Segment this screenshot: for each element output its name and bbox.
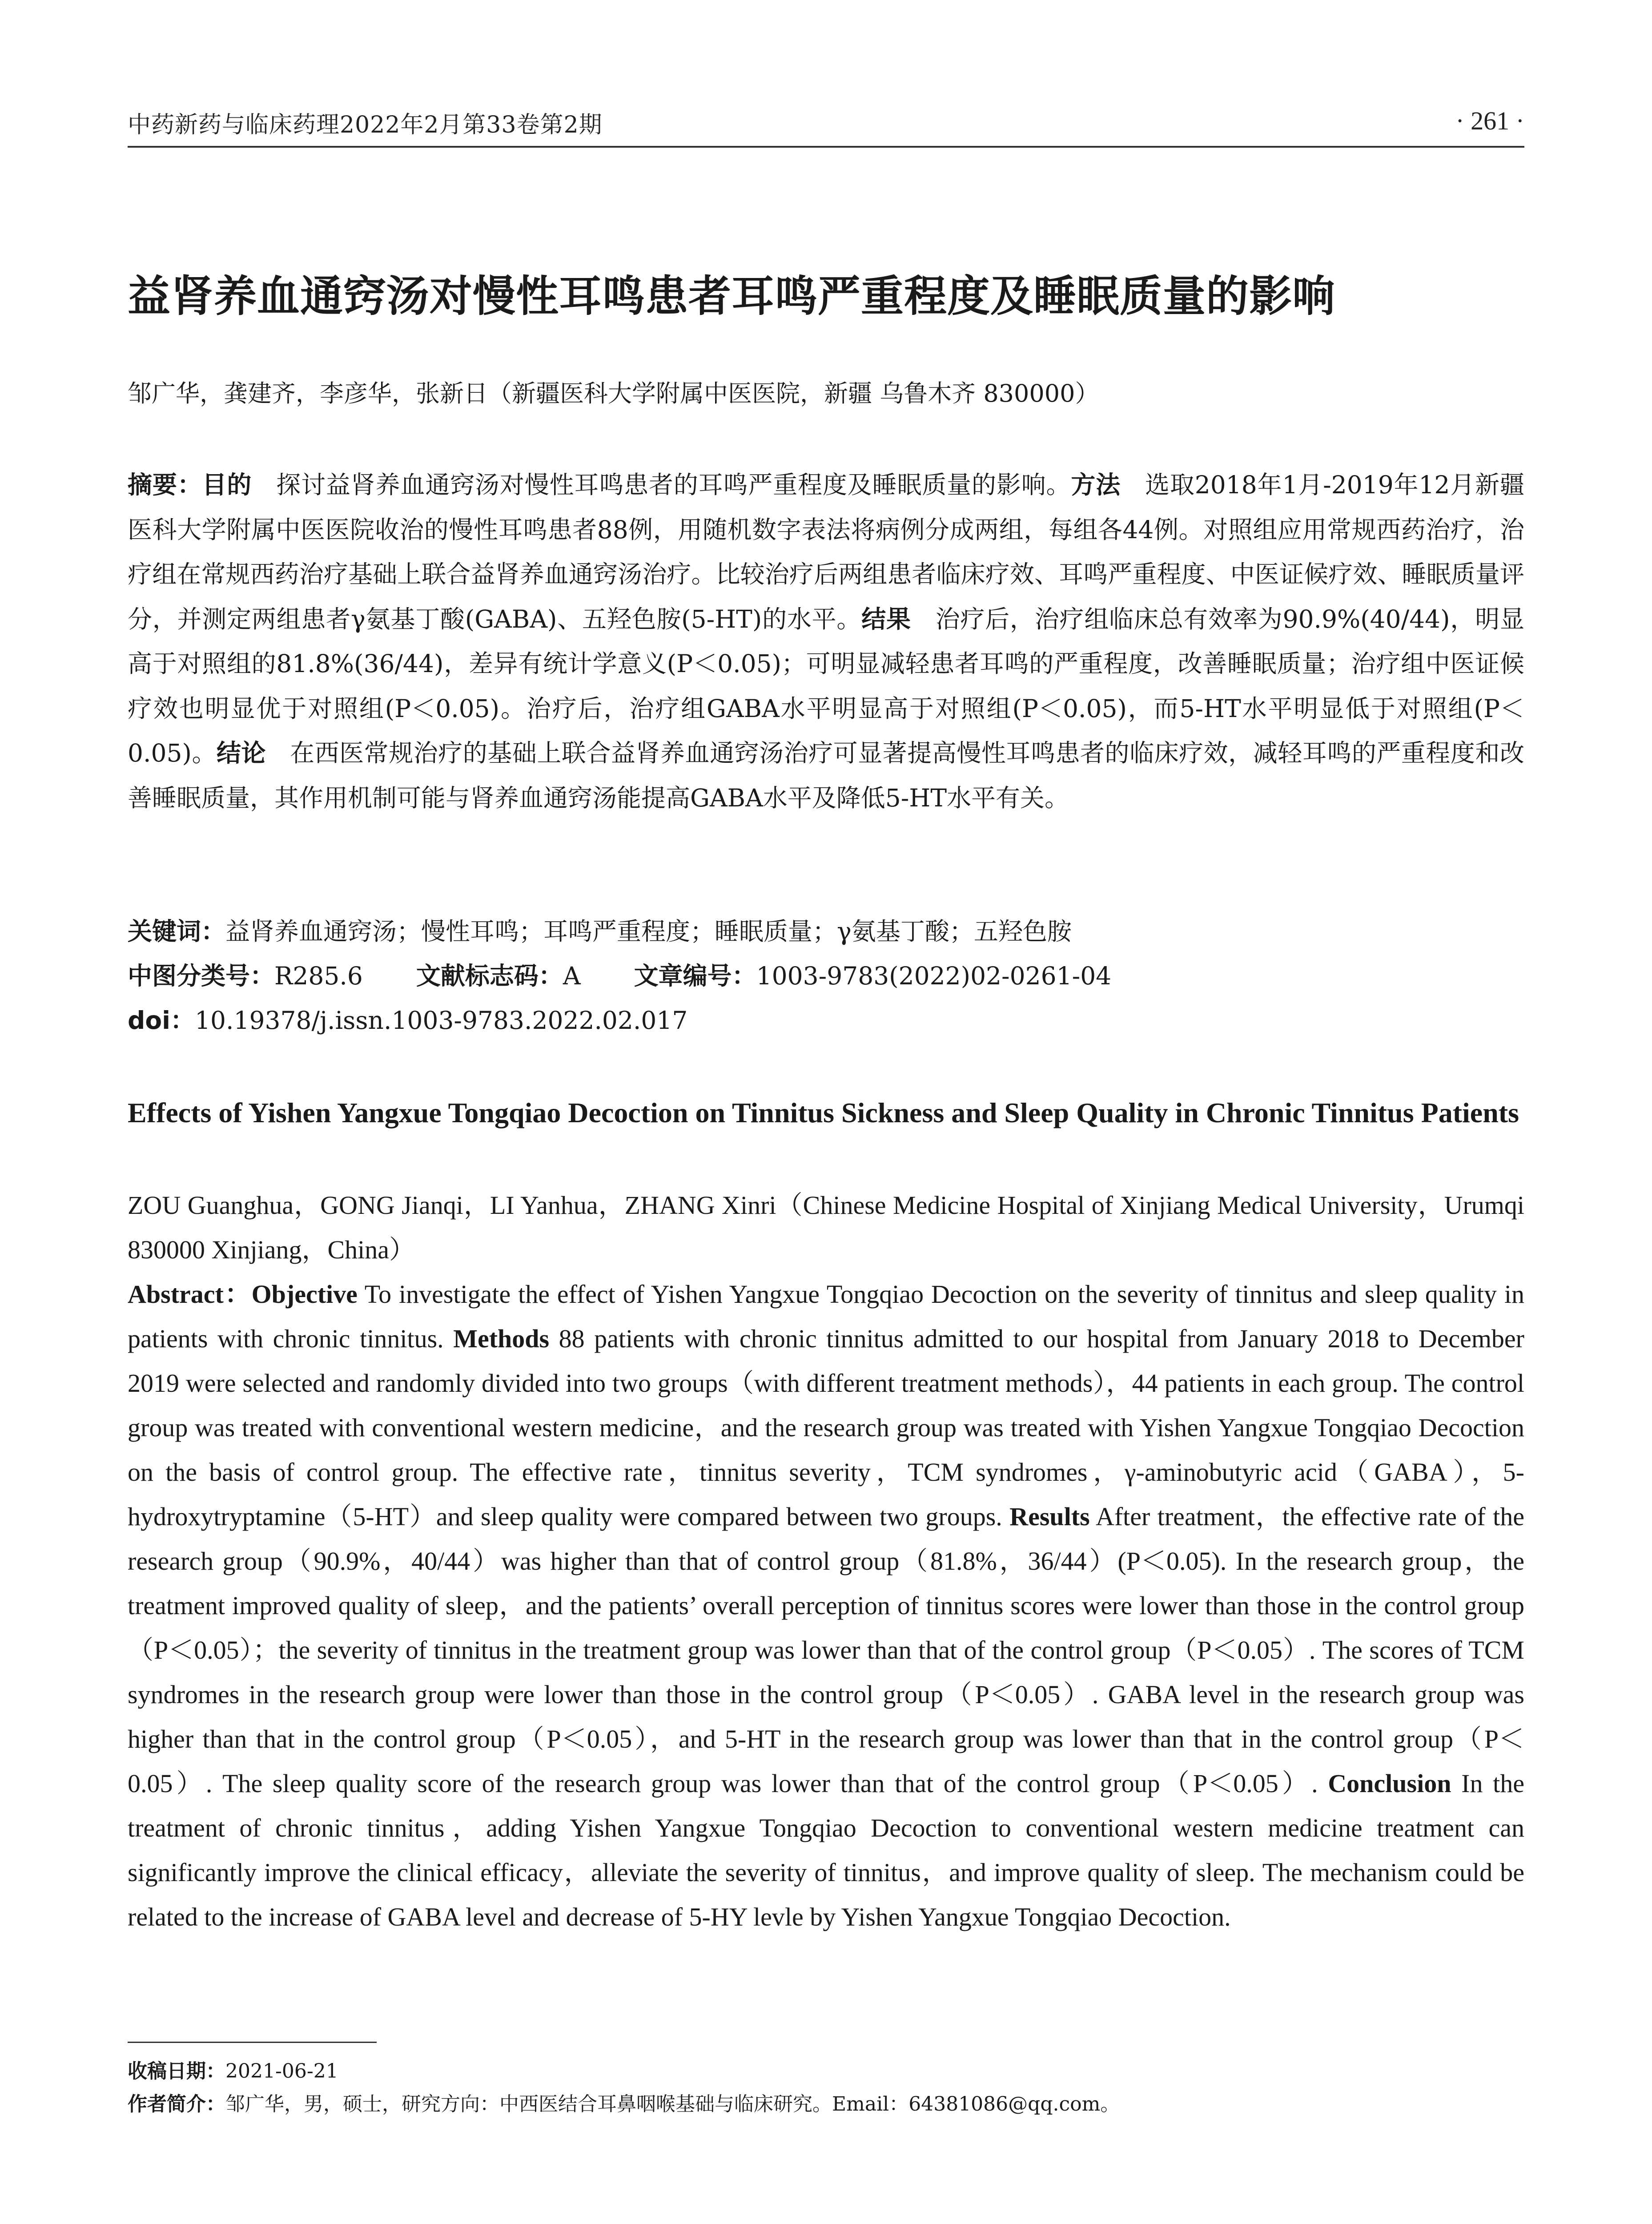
footnote-rule [128,2042,377,2043]
en-results-label: Results [1009,1502,1090,1531]
results-text: 治疗后，治疗组临床总有效率为90.9%(40/44)，明显高于对照组的81.8%(36/44)，差异有统计学意义(P＜0.05)；可明显减轻患者耳鸣的严重程度，改善睡眠质量；治疗组中医证候疗效也明显优于对照组(P＜0.05)。治疗后，治疗组GABA水平明显高于对照组(P＜0.05)，而5-HT水平明显低于对照组(P＜0.05)。 [128,604,1524,767]
page-number: · 261 · [1455,106,1524,135]
english-abstract [128,1272,1524,1939]
english-title: Effects of Yishen Yangxue Tongqiao Decoction on Tinnitus Sickness and Sleep Quality in Chronic Tinnitus Patients [128,1097,1519,1128]
keywords-label: 关键词： [128,917,226,946]
doi-line [128,1001,1524,1036]
doi-value: 10.19378/j.issn.1003-9783.2022.02.017 [195,1006,688,1035]
chinese-title: 益肾养血通窍汤对慢性耳鸣患者耳鸣严重程度及睡眠质量的影响 [128,271,1335,321]
en-methods-label: Methods [453,1324,550,1353]
en-conclusion-text: In the treatment of chronic tinnitus，adding Yishen Yangxue Tongqiao Decoction to conventional western medicine treatment can significantly improve the clinical efficacy，alleviate the severity of tinnitus，and improve quality of sleep. The mechanism could be related to the increase of GABA level and decrease of 5-HY levle by Yishen Yangxue Tongqiao Decoction. [128,1769,1525,1931]
objective-label: 目的 [202,471,252,499]
doi-label: doi： [128,1006,195,1035]
doc-code-label: 文献标志码： [416,962,563,990]
journal-issue: 中药新药与临床药理2022年2月第33卷第2期 [128,112,603,138]
author-bio: 邹广华，男，硕士，研究方向：中西医结合耳鼻咽喉基础与临床研究。Email：64381086@qq.com。 [225,2093,1120,2115]
objective-text: 探讨益肾养血通窍汤对慢性耳鸣患者的耳鸣严重程度及睡眠质量的影响。 [276,471,1071,499]
received-label: 收稿日期： [128,2060,225,2083]
footnotes [128,2055,1524,2121]
author-bio-label: 作者简介： [128,2093,225,2115]
en-results-text: After treatment，the effective rate of the research group（90.9%，40/44）was higher than that of control group（81.8%，36/44）(P＜0.05). In the research group，the treatment improved quality of sleep，and the patients’ overall perception of tinnitus scores were lower than those in the control group（P＜0.05）；the severity of tinnitus in the treatment group was lower than that of the control group（P＜0.05）. The scores of TCM syndromes in the research group were lower than those in the control group（P＜0.05）. GABA level in the research group was higher than that in the control group（P＜0.05），and 5-HT in the research group was lower than that in the control group（P＜0.05）. The sleep quality score of the research group was lower than that of the control group（P＜0.05）. [128,1502,1524,1798]
article-no-label: 文章编号： [634,962,756,990]
running-header [128,106,1524,146]
results-label: 结果 [861,604,911,633]
methods-label: 方法 [1071,471,1121,499]
doc-code-value: A [563,962,581,990]
en-methods-text: 88 patients with chronic tinnitus admitted to our hospital from January 2018 to December 2019 were selected and randomly divided into two groups（with different treatment methods），44 patients in each group. The control group was treated with conventional western medicine，and the research group was treated with Yishen Yangxue Tongqiao Decoction on the basis of control group. The effective rate，tinnitus severity，TCM syndromes，γ-aminobutyric acid（GABA），5-hydroxytryptamine（5-HT）and sleep quality were compared between two groups. [128,1324,1524,1531]
english-authors: ZOU Guanghua，GONG Jianqi，LI Yanhua，ZHANG Xinri（Chinese Medicine Hospital of Xinjiang Medical University，Urumqi 830000 Xinjiang，China） [128,1191,1524,1264]
en-abstract-label: Abstract： [128,1280,252,1309]
methods-text: 选取2018年1月-2019年12月新疆医科大学附属中医医院收治的慢性耳鸣患者88例，用随机数字表法将病例分成两组，每组各44例。对照组应用常规西药治疗，治疗组在常规西药治疗基础上联合益肾养血通窍汤治疗。比较治疗后两组患者临床疗效、耳鸣严重程度、中医证候疗效、睡眠质量评分，并测定两组患者γ氨基丁酸(GABA)、五羟色胺(5-HT)的水平。 [128,471,1524,633]
received-date: 2021-06-21 [225,2060,338,2083]
keywords-text: 益肾养血通窍汤；慢性耳鸣；耳鸣严重程度；睡眠质量；γ氨基丁酸；五羟色胺 [225,917,1072,946]
article-no-value: 1003-9783(2022)02-0261-04 [756,962,1112,990]
classification-line [128,956,1524,991]
en-conclusion-label: Conclusion [1328,1769,1451,1798]
en-objective-text: To investigate the effect of Yishen Yangxue Tongqiao Decoction on the severity of tinnitus and sleep quality in patients with chronic tinnitus. [128,1280,1524,1353]
en-objective-label: Objective [251,1280,358,1309]
conclusion-label: 结论 [216,739,266,767]
clc-label: 中图分类号： [128,962,275,990]
author-bio-line [128,2088,1524,2121]
keywords-line [128,912,1524,947]
header-rule [128,146,1524,148]
chinese-abstract [128,463,1524,820]
chinese-authors: 邹广华，龚建齐，李彦华，张新日（新疆医科大学附属中医医院，新疆 乌鲁木齐 830000） [128,379,1099,407]
conclusion-text: 在西医常规治疗的基础上联合益肾养血通窍汤治疗可显著提高慢性耳鸣患者的临床疗效，减轻耳鸣的严重程度和改善睡眠质量，其作用机制可能与肾养血通窍汤能提高GABA水平及降低5-HT水平有关。 [128,739,1524,812]
abstract-label: 摘要： [128,471,202,499]
clc-value: R285.6 [274,962,363,990]
received-date-line [128,2055,1524,2088]
